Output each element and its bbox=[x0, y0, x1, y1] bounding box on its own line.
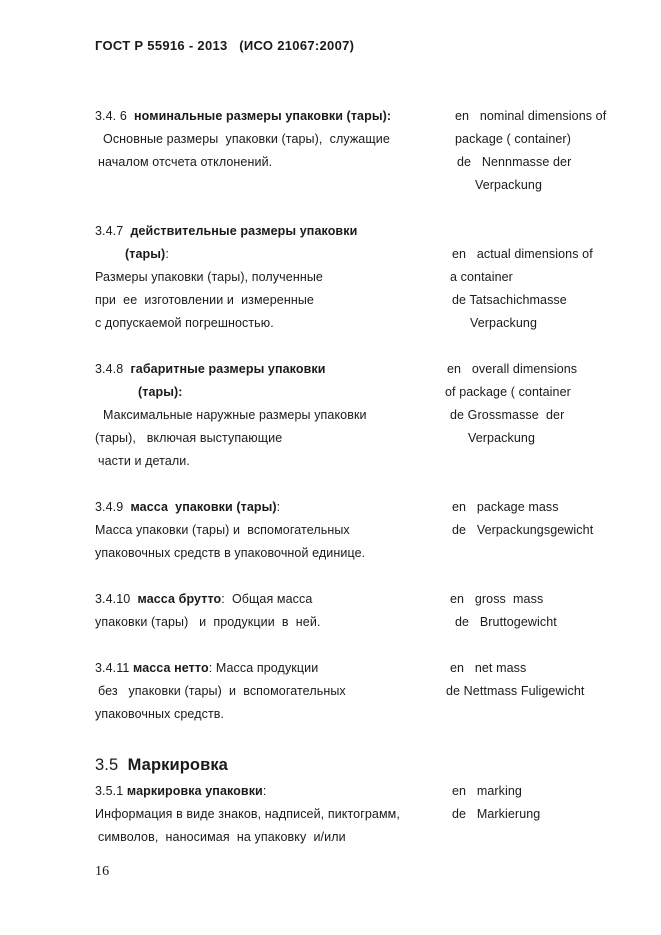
term-title: маркировка упаковки bbox=[126, 784, 263, 798]
term-colon: : bbox=[165, 247, 169, 261]
term-definition: Информация в виде знаков, надписей, пиктограмм, bbox=[95, 807, 400, 821]
term-definition: при ее изготовлении и измеренные bbox=[95, 293, 314, 307]
term-title-part: (тары) bbox=[125, 247, 166, 261]
term-number: 3.5.1 bbox=[95, 784, 124, 798]
document-header: ГОСТ Р 55916 - 2013 (ИСО 21067:2007) bbox=[95, 38, 355, 53]
term-english: en actual dimensions of bbox=[452, 247, 593, 261]
term-definition: Масса упаковки (тары) и вспомогательных bbox=[95, 523, 350, 537]
term-definition: Максимальные наружные размеры упаковки bbox=[103, 408, 367, 422]
term-title-cont bbox=[125, 247, 169, 262]
term-number: 3.4.7 bbox=[95, 224, 124, 238]
term-german: de Grossmasse der bbox=[450, 408, 565, 422]
section-title: Маркировка bbox=[127, 756, 228, 774]
term-german: de Markierung bbox=[452, 807, 541, 821]
term-number: 3.4.8 bbox=[95, 362, 124, 376]
term-title: действительные размеры упаковки bbox=[130, 224, 358, 238]
term-english: en package mass bbox=[452, 500, 559, 514]
term-title: масса упаковки (тары) bbox=[130, 500, 277, 514]
term-3-4-7-heading bbox=[95, 224, 357, 239]
term-definition: упаковочных средств в упаковочной единице. bbox=[95, 546, 366, 560]
term-3-4-10-heading bbox=[95, 592, 312, 607]
term-definition: упаковки (тары) и продукции в ней. bbox=[95, 615, 321, 629]
term-english: en marking bbox=[452, 784, 522, 798]
term-english: en overall dimensions bbox=[447, 362, 578, 376]
term-english: en nominal dimensions of bbox=[455, 109, 607, 123]
term-definition: части и детали. bbox=[98, 454, 190, 468]
term-german: Verpackung bbox=[470, 316, 538, 330]
term-definition: началом отсчета отклонений. bbox=[98, 155, 273, 169]
term-english: a container bbox=[450, 270, 513, 284]
section-number: 3.5 bbox=[95, 756, 119, 774]
term-3-4-8-heading bbox=[95, 362, 326, 377]
term-english: en net mass bbox=[450, 661, 527, 675]
term-3-4-6-heading bbox=[95, 109, 391, 124]
term-definition: Размеры упаковки (тары), полученные bbox=[95, 270, 323, 284]
term-definition: с допускаемой погрешностью. bbox=[95, 316, 274, 330]
section-heading-3-5 bbox=[95, 756, 228, 775]
term-colon: : bbox=[262, 784, 267, 798]
term-german: Verpackung bbox=[468, 431, 536, 445]
term-english: package ( container) bbox=[455, 132, 571, 146]
term-3-5-1-heading bbox=[95, 784, 266, 799]
term-number: 3.4.9 bbox=[95, 500, 124, 514]
term-english: en gross mass bbox=[450, 592, 544, 606]
term-number: 3.4. 6 bbox=[95, 109, 127, 123]
term-german: de Tatsachichmasse bbox=[452, 293, 567, 307]
term-definition: Основные размеры упаковки (тары), служащие bbox=[103, 132, 390, 146]
term-german: de Nettmass Fuligewicht bbox=[446, 684, 585, 698]
term-german: de Verpackungsgewicht bbox=[452, 523, 594, 537]
term-colon: : bbox=[276, 500, 281, 514]
term-german: de Bruttogewicht bbox=[455, 615, 557, 629]
term-german: Verpackung bbox=[475, 178, 543, 192]
term-title: масса брутто bbox=[137, 592, 222, 606]
term-definition: символов, наносимая на упаковку и/или bbox=[98, 830, 346, 844]
term-definition-inline: : Масса продукции bbox=[208, 661, 319, 675]
term-english: of package ( container bbox=[445, 385, 571, 399]
term-title: габаритные размеры упаковки bbox=[130, 362, 326, 376]
term-title: масса нетто bbox=[133, 661, 209, 675]
term-title-cont: (тары): bbox=[138, 385, 183, 399]
term-title: номинальные размеры упаковки (тары): bbox=[134, 109, 392, 123]
term-number: 3.4.10 bbox=[95, 592, 131, 606]
term-german: de Nennmasse der bbox=[457, 155, 572, 169]
term-definition: (тары), включая выступающие bbox=[95, 431, 283, 445]
term-definition: упаковочных средств. bbox=[95, 707, 225, 721]
term-definition: без упаковки (тары) и вспомогательных bbox=[98, 684, 346, 698]
term-definition-inline: : Общая масса bbox=[221, 592, 313, 606]
term-number: 3.4.11 bbox=[95, 661, 130, 675]
page-number: 16 bbox=[95, 864, 110, 879]
term-3-4-11-heading bbox=[95, 661, 318, 676]
term-3-4-9-heading bbox=[95, 500, 280, 515]
